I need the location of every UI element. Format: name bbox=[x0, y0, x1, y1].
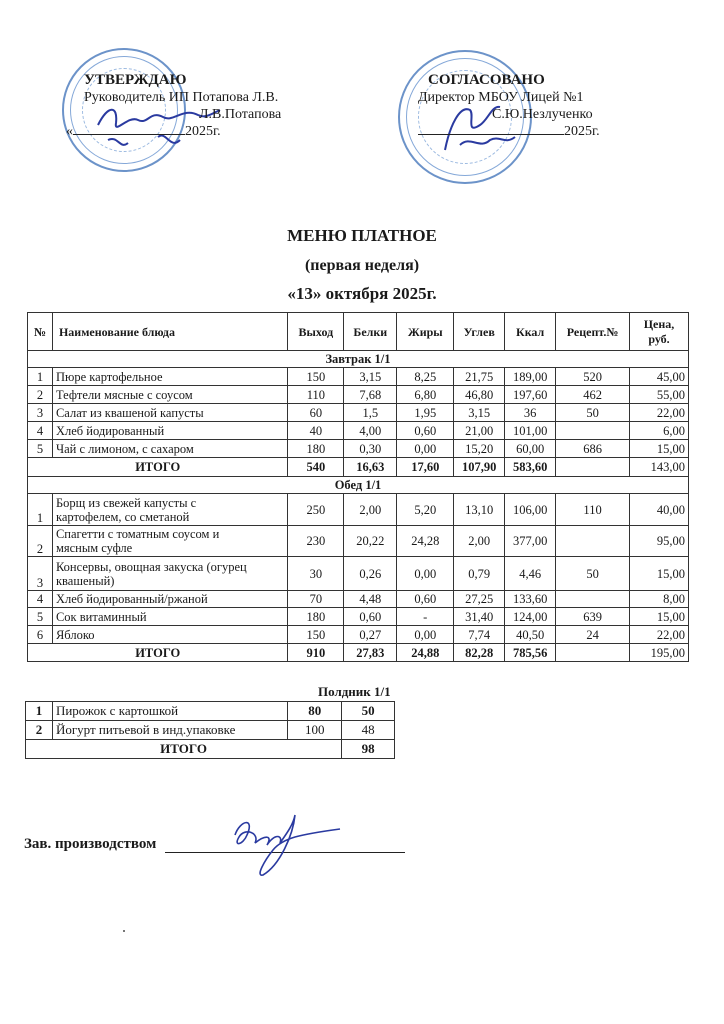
cell-carbs: 21,75 bbox=[454, 368, 505, 386]
cell-carbs: 15,20 bbox=[454, 440, 505, 458]
cell-carbs: 3,15 bbox=[454, 404, 505, 422]
section-breakfast bbox=[28, 351, 689, 368]
col-header-number: № bbox=[28, 313, 53, 351]
signature-footer-icon bbox=[225, 805, 345, 885]
table-header-row bbox=[28, 313, 689, 351]
footer-label: Зав. производством bbox=[24, 836, 157, 852]
cell-number: 1 bbox=[26, 702, 53, 721]
cell-yield: 230 bbox=[288, 526, 344, 557]
cell-dish: Яблоко bbox=[52, 626, 287, 644]
cell-carbs: 13,10 bbox=[454, 494, 505, 526]
approve-date-prefix: « bbox=[66, 124, 73, 139]
total-fat: 24,88 bbox=[397, 644, 454, 662]
cell-kcal: 36 bbox=[505, 404, 556, 422]
cell-number: 3 bbox=[28, 404, 53, 422]
cell-recipe: 110 bbox=[556, 494, 630, 526]
cell-kcal: 60,00 bbox=[505, 440, 556, 458]
cell-number: 2 bbox=[28, 386, 53, 404]
cell-yield: 70 bbox=[288, 591, 344, 608]
cell-kcal: 106,00 bbox=[505, 494, 556, 526]
cell-yield: 180 bbox=[288, 608, 344, 626]
cell-recipe bbox=[556, 591, 630, 608]
section-title: Обед 1/1 bbox=[28, 477, 689, 494]
approve-line1: Руководитель ИП Потапова Л.В. bbox=[84, 90, 279, 105]
col-header-protein: Белки bbox=[344, 313, 397, 351]
cell-recipe: 24 bbox=[556, 626, 630, 644]
cell-carbs: 2,00 bbox=[454, 526, 505, 557]
cell-price: 50 bbox=[342, 702, 395, 721]
cell-dish: Йогурт питьевой в инд.упаковке bbox=[52, 721, 287, 740]
cell-number: 2 bbox=[26, 721, 53, 740]
cell-dish: Хлеб йодированный/ржаной bbox=[52, 591, 287, 608]
cell-kcal: 133,60 bbox=[505, 591, 556, 608]
cell-price: 22,00 bbox=[630, 626, 689, 644]
cell-protein: 0,30 bbox=[344, 440, 397, 458]
cell-dish: Борщ из свежей капусты с картофелем, со сметаной bbox=[52, 494, 287, 526]
cell-number: 5 bbox=[28, 440, 53, 458]
cell-fat: 0,60 bbox=[397, 591, 454, 608]
table-row bbox=[28, 404, 689, 422]
cell-recipe: 686 bbox=[556, 440, 630, 458]
cell-carbs: 46,80 bbox=[454, 386, 505, 404]
total-fat: 17,60 bbox=[397, 458, 454, 477]
approve-year: 2025г. bbox=[185, 124, 221, 139]
total-row-lunch bbox=[28, 644, 689, 662]
cell-fat: 8,25 bbox=[397, 368, 454, 386]
approve-title: УТВЕРЖДАЮ bbox=[84, 72, 187, 88]
cell-number: 5 bbox=[28, 608, 53, 626]
cell-protein: 3,15 bbox=[344, 368, 397, 386]
cell-price: 22,00 bbox=[630, 404, 689, 422]
cell-dish: Тефтели мясные с соусом bbox=[52, 386, 287, 404]
cell-dish: Сок витаминный bbox=[52, 608, 287, 626]
menu-table bbox=[27, 312, 689, 662]
cell-recipe bbox=[556, 422, 630, 440]
cell-protein: 20,22 bbox=[344, 526, 397, 557]
cell-fat: 0,00 bbox=[397, 626, 454, 644]
cell-dish: Пюре картофельное bbox=[52, 368, 287, 386]
cell-fat: - bbox=[397, 608, 454, 626]
cell-number: 4 bbox=[28, 591, 53, 608]
cell-yield: 180 bbox=[288, 440, 344, 458]
cell-recipe: 50 bbox=[556, 557, 630, 591]
cell-dish: Консервы, овощная закуска (огурец квашеный) bbox=[52, 557, 287, 591]
cell-price: 55,00 bbox=[630, 386, 689, 404]
cell-fat: 5,20 bbox=[397, 494, 454, 526]
cell-price: 8,00 bbox=[630, 591, 689, 608]
total-row-snack bbox=[26, 740, 395, 759]
table-row bbox=[28, 626, 689, 644]
cell-fat: 0,60 bbox=[397, 422, 454, 440]
agreed-block bbox=[418, 72, 658, 140]
agreed-line2: С.Ю.Незлученко bbox=[492, 107, 593, 122]
agreed-title: СОГЛАСОВАНО bbox=[428, 72, 545, 88]
cell-protein: 4,48 bbox=[344, 591, 397, 608]
cell-price: 15,00 bbox=[630, 557, 689, 591]
cell-fat: 24,28 bbox=[397, 526, 454, 557]
total-carbs: 107,90 bbox=[454, 458, 505, 477]
cell-protein: 1,5 bbox=[344, 404, 397, 422]
cell-fat: 1,95 bbox=[397, 404, 454, 422]
col-header-price: Цена, руб. bbox=[630, 313, 689, 351]
cell-price: 45,00 bbox=[630, 368, 689, 386]
cell-price: 6,00 bbox=[630, 422, 689, 440]
cell-protein: 0,27 bbox=[344, 626, 397, 644]
table-row bbox=[28, 368, 689, 386]
page-date: «13» октября 2025г. bbox=[287, 284, 437, 303]
cell-yield: 80 bbox=[288, 702, 342, 721]
snack-title: Полдник 1/1 bbox=[318, 684, 391, 699]
cell-price: 40,00 bbox=[630, 494, 689, 526]
total-recipe bbox=[556, 458, 630, 477]
page-title: МЕНЮ ПЛАТНОЕ bbox=[287, 226, 437, 245]
total-row-breakfast bbox=[28, 458, 689, 477]
col-header-yield: Выход bbox=[288, 313, 344, 351]
cell-kcal: 124,00 bbox=[505, 608, 556, 626]
table-row bbox=[28, 557, 689, 591]
col-header-name: Наименование блюда bbox=[52, 313, 287, 351]
approve-line2: Л.В.Потапова bbox=[199, 107, 282, 122]
total-yield: 910 bbox=[288, 644, 344, 662]
cell-kcal: 377,00 bbox=[505, 526, 556, 557]
cell-number: 4 bbox=[28, 422, 53, 440]
table-row bbox=[26, 721, 395, 740]
total-protein: 27,83 bbox=[344, 644, 397, 662]
cell-recipe: 50 bbox=[556, 404, 630, 422]
cell-protein: 4,00 bbox=[344, 422, 397, 440]
cell-fat: 0,00 bbox=[397, 440, 454, 458]
cell-dish: Хлеб йодированный bbox=[52, 422, 287, 440]
section-title: Завтрак 1/1 bbox=[28, 351, 689, 368]
cell-yield: 30 bbox=[288, 557, 344, 591]
cell-price: 15,00 bbox=[630, 440, 689, 458]
cell-yield: 100 bbox=[288, 721, 342, 740]
col-header-kcal: Ккал bbox=[505, 313, 556, 351]
cell-carbs: 0,79 bbox=[454, 557, 505, 591]
cell-price: 95,00 bbox=[630, 526, 689, 557]
agreed-year: 2025г. bbox=[564, 124, 600, 139]
cell-recipe: 462 bbox=[556, 386, 630, 404]
snack-table bbox=[25, 701, 395, 759]
cell-number: 1 bbox=[28, 494, 53, 526]
cell-number: 2 bbox=[28, 526, 53, 557]
cell-carbs: 27,25 bbox=[454, 591, 505, 608]
cell-kcal: 101,00 bbox=[505, 422, 556, 440]
table-row bbox=[28, 386, 689, 404]
total-label: ИТОГО bbox=[28, 458, 288, 477]
table-row bbox=[28, 608, 689, 626]
cell-carbs: 21,00 bbox=[454, 422, 505, 440]
cell-yield: 150 bbox=[288, 626, 344, 644]
cell-protein: 0,60 bbox=[344, 608, 397, 626]
cell-kcal: 197,60 bbox=[505, 386, 556, 404]
total-label: ИТОГО bbox=[26, 740, 342, 759]
cell-number: 3 bbox=[28, 557, 53, 591]
cell-yield: 40 bbox=[288, 422, 344, 440]
cell-yield: 250 bbox=[288, 494, 344, 526]
cell-protein: 7,68 bbox=[344, 386, 397, 404]
table-row bbox=[28, 591, 689, 608]
total-kcal: 785,56 bbox=[505, 644, 556, 662]
cell-kcal: 189,00 bbox=[505, 368, 556, 386]
cell-dish: Спагетти с томатным соусом и мясным суфле bbox=[52, 526, 287, 557]
total-protein: 16,63 bbox=[344, 458, 397, 477]
col-header-fat: Жиры bbox=[397, 313, 454, 351]
total-carbs: 82,28 bbox=[454, 644, 505, 662]
cell-recipe: 639 bbox=[556, 608, 630, 626]
cell-kcal: 40,50 bbox=[505, 626, 556, 644]
agreed-line1: Директор МБОУ Лицей №1 bbox=[418, 90, 584, 105]
cell-dish: Салат из квашеной капусты bbox=[52, 404, 287, 422]
page-subtitle: (первая неделя) bbox=[304, 257, 420, 274]
approve-block bbox=[66, 72, 324, 140]
cell-kcal: 4,46 bbox=[505, 557, 556, 591]
scan-dot bbox=[123, 930, 125, 932]
col-header-carbs: Углев bbox=[454, 313, 505, 351]
cell-carbs: 7,74 bbox=[454, 626, 505, 644]
cell-protein: 2,00 bbox=[344, 494, 397, 526]
total-price: 98 bbox=[342, 740, 395, 759]
total-yield: 540 bbox=[288, 458, 344, 477]
cell-number: 1 bbox=[28, 368, 53, 386]
total-label: ИТОГО bbox=[28, 644, 288, 662]
col-header-recipe: Рецепт.№ bbox=[556, 313, 630, 351]
cell-recipe: 520 bbox=[556, 368, 630, 386]
cell-price: 48 bbox=[342, 721, 395, 740]
cell-carbs: 31,40 bbox=[454, 608, 505, 626]
total-kcal: 583,60 bbox=[505, 458, 556, 477]
cell-fat: 0,00 bbox=[397, 557, 454, 591]
cell-yield: 110 bbox=[288, 386, 344, 404]
cell-yield: 60 bbox=[288, 404, 344, 422]
cell-number: 6 bbox=[28, 626, 53, 644]
table-row bbox=[28, 494, 689, 526]
table-row bbox=[26, 702, 395, 721]
cell-protein: 0,26 bbox=[344, 557, 397, 591]
cell-price: 15,00 bbox=[630, 608, 689, 626]
cell-dish: Пирожок с картошкой bbox=[52, 702, 287, 721]
cell-recipe bbox=[556, 526, 630, 557]
cell-dish: Чай с лимоном, с сахаром bbox=[52, 440, 287, 458]
table-row bbox=[28, 440, 689, 458]
total-price: 143,00 bbox=[630, 458, 689, 477]
section-lunch bbox=[28, 477, 689, 494]
cell-fat: 6,80 bbox=[397, 386, 454, 404]
total-price: 195,00 bbox=[630, 644, 689, 662]
total-recipe bbox=[556, 644, 630, 662]
table-row bbox=[28, 422, 689, 440]
cell-yield: 150 bbox=[288, 368, 344, 386]
table-row bbox=[28, 526, 689, 557]
